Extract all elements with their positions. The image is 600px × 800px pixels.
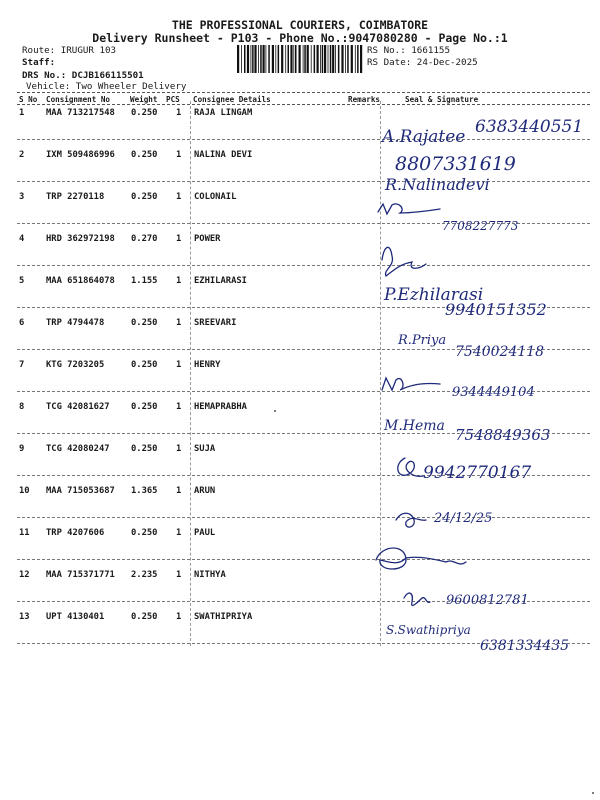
row-weight: 0.250 <box>131 612 158 622</box>
row-consignee: SUJA <box>194 444 216 454</box>
row-pcs: 1 <box>176 192 182 202</box>
row-weight: 1.155 <box>131 276 158 286</box>
row-pcs: 1 <box>176 276 182 286</box>
row-consignee: PAUL <box>194 528 216 538</box>
phone-row-9: 9942770167 <box>423 463 532 483</box>
row-consignment-no: TCG 42081627 <box>46 402 110 412</box>
date-row-10: 24/12/25 <box>434 511 493 526</box>
row-consignee: ARUN <box>194 486 216 496</box>
signature-row-8: M.Hema <box>384 418 445 434</box>
row-sno: 9 <box>19 444 25 454</box>
col-remarks: Remarks <box>348 95 381 104</box>
signature-row-5: P.Ezhilarasi <box>384 285 484 305</box>
row-consignee: POWER <box>194 234 221 244</box>
signature-scrawl-row-4 <box>382 247 426 276</box>
phone-row-13: 6381334435 <box>480 638 570 654</box>
row-consignment-no: TRP 4207606 <box>46 528 105 538</box>
row-consignee: COLONAIL <box>194 192 237 202</box>
row-consignment-no: MAA 713217548 <box>46 108 115 118</box>
row-weight: 0.250 <box>131 108 158 118</box>
barcode-image <box>237 45 363 73</box>
header-divider-bottom <box>17 104 590 105</box>
row-sno: 3 <box>19 192 25 202</box>
phone-row-2: 8807331619 <box>395 153 516 175</box>
row-sno: 6 <box>19 318 25 328</box>
row-weight: 0.250 <box>131 192 158 202</box>
row-consignment-no: HRD 362972198 <box>46 234 115 244</box>
signature-scrawl-row-3 <box>378 204 440 214</box>
phone-row-5: 9940151352 <box>445 300 547 319</box>
row-pcs: 1 <box>176 360 182 370</box>
row-sno: 12 <box>19 570 30 580</box>
row-pcs: 1 <box>176 528 182 538</box>
col-sno: S No <box>19 95 38 104</box>
vehicle-label: Vehicle: Two Wheeler Delivery <box>26 81 187 92</box>
phone-row-12: 9600812781 <box>446 593 529 608</box>
col-consignee: Consignee Details <box>193 95 271 104</box>
handwritten-signatures <box>360 110 590 670</box>
row-sno: 5 <box>19 276 25 286</box>
row-consignee: SWATHIPRIYA <box>194 612 253 622</box>
row-consignee: HEMAPRABHA <box>194 402 247 412</box>
signature-row-6: R.Priya <box>398 333 447 348</box>
row-weight: 0.250 <box>131 402 158 412</box>
row-consignee: NITHYA <box>194 570 226 580</box>
row-pcs: 1 <box>176 612 182 622</box>
row-weight: 0.250 <box>131 150 158 160</box>
row-consignment-no: IXM 509486996 <box>46 150 115 160</box>
row-consignment-no: TRP 2270118 <box>46 192 105 202</box>
row-sno: 7 <box>19 360 25 370</box>
row-pcs: 1 <box>176 318 182 328</box>
row-consignment-no: UPT 4130401 <box>46 612 105 622</box>
row-sno: 8 <box>19 402 25 412</box>
runsheet-subtitle: Delivery Runsheet - P103 - Phone No.:9047080280 - Page No.:1 <box>92 31 508 45</box>
row-consignee: HENRY <box>194 360 221 370</box>
phone-row-3: 7708227773 <box>442 219 519 233</box>
rs-number: RS No.: 1661155 <box>367 45 450 56</box>
col-pcs: PCS <box>166 95 180 104</box>
row-weight: 2.235 <box>131 570 158 580</box>
row-sno: 2 <box>19 150 25 160</box>
row-consignment-no: MAA 715053687 <box>46 486 115 496</box>
row-weight: 0.250 <box>131 528 158 538</box>
row-pcs: 1 <box>176 150 182 160</box>
signature-scrawl-row-12 <box>404 593 430 605</box>
row-weight: 1.365 <box>131 486 158 496</box>
row-weight: 0.270 <box>131 234 158 244</box>
row-consignee: EZHILARASI <box>194 276 247 286</box>
header-divider-top <box>17 92 590 93</box>
row-sno: 4 <box>19 234 25 244</box>
row-consignment-no: TRP 4794478 <box>46 318 105 328</box>
col-signature: Seal & Signature <box>405 95 479 104</box>
row-pcs: 1 <box>176 444 182 454</box>
company-title: THE PROFESSIONAL COURIERS, COIMBATORE <box>171 18 429 32</box>
signature-row-2: R.Nalinadevi <box>385 175 490 194</box>
row-consignment-no: TCG 42080247 <box>46 444 110 454</box>
phone-row-1: 6383440551 <box>475 117 584 137</box>
row-consignment-no: MAA 715371771 <box>46 570 115 580</box>
row-consignee: RAJA LINGAM <box>194 108 253 118</box>
row-sno: 13 <box>19 612 30 622</box>
col-weight: Weight <box>130 95 158 104</box>
signature-scrawl-row-10 <box>396 513 426 527</box>
row-sno: 1 <box>19 108 25 118</box>
signature-scrawl-row-7 <box>382 378 440 390</box>
signature-row-1: A.Rajatee <box>382 127 466 147</box>
rs-date: RS Date: 24-Dec-2025 <box>367 57 478 68</box>
row-consignee: NALINA DEVI <box>194 150 253 160</box>
row-weight: 0.250 <box>131 360 158 370</box>
row-sno: 11 <box>19 528 30 538</box>
route-label: Route: IRUGUR 103 <box>22 45 117 56</box>
row-sno: 10 <box>19 486 30 496</box>
row-weight: 0.250 <box>131 444 158 454</box>
stray-mark <box>274 410 276 412</box>
row-weight: 0.250 <box>131 318 158 328</box>
row-consignee: SREEVARI <box>194 318 237 328</box>
phone-row-7: 9344449104 <box>452 385 535 400</box>
row-pcs: 1 <box>176 402 182 412</box>
signature-scrawl-row-11 <box>376 548 466 569</box>
signature-scrawl-row-9 <box>398 458 423 476</box>
col-consignment: Consignment No <box>46 95 111 104</box>
signature-row-13: S.Swathipriya <box>386 623 471 637</box>
phone-row-6: 7540024118 <box>455 344 545 360</box>
row-consignment-no: MAA 651864078 <box>46 276 115 286</box>
row-pcs: 1 <box>176 486 182 496</box>
drs-number: DRS No.: DCJB166115501 <box>22 70 144 81</box>
staff-label: Staff: <box>22 57 56 68</box>
phone-row-8: 7548849363 <box>455 426 551 444</box>
row-pcs: 1 <box>176 234 182 244</box>
stray-mark <box>592 792 594 794</box>
row-pcs: 1 <box>176 108 182 118</box>
row-consignment-no: KTG 7203205 <box>46 360 105 370</box>
row-pcs: 1 <box>176 570 182 580</box>
